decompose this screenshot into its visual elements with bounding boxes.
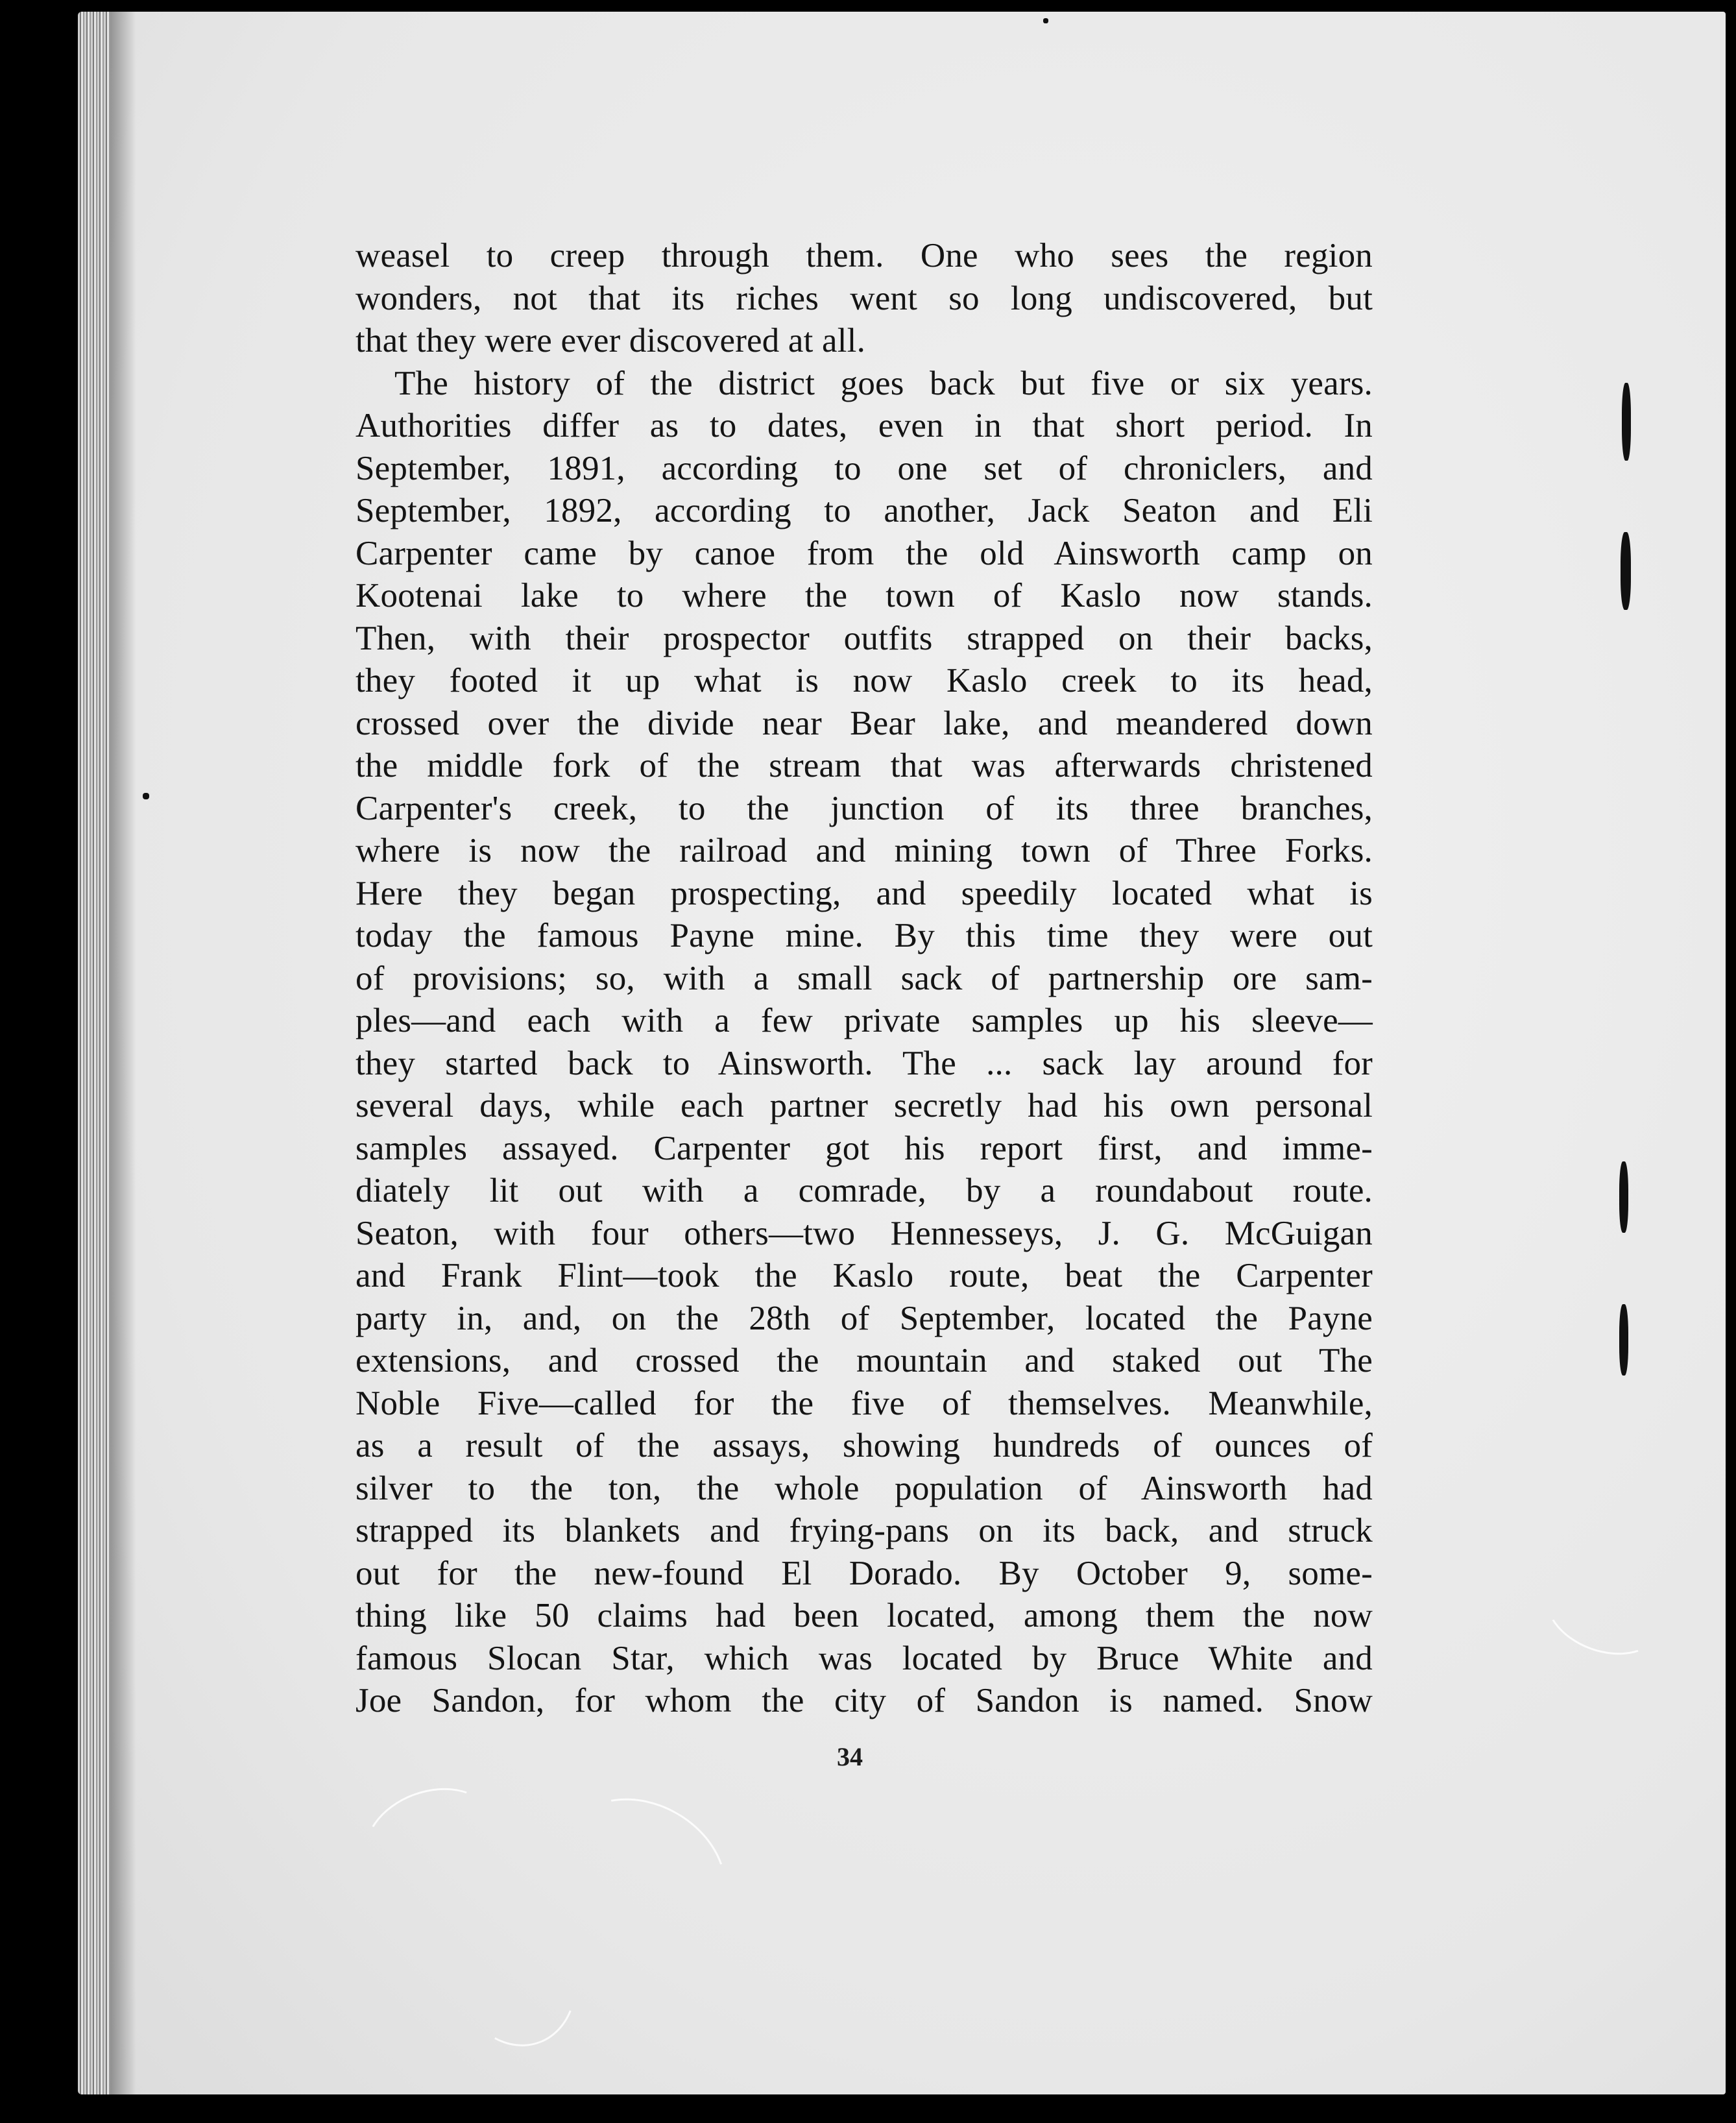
text-line: today the famous Payne mine. By this time they were out bbox=[356, 917, 1373, 954]
text-line: weasel to creep through them. One who sees the region bbox=[356, 237, 1373, 274]
text-line: ples—and each with a few private samples up his sleeve— bbox=[356, 1002, 1373, 1039]
gutter-shadow bbox=[110, 12, 136, 2094]
text-line: they started back to Ainsworth. The ... sack lay around for bbox=[356, 1044, 1373, 1082]
text-line: September, 1892, according to another, Jack Seaton and Eli bbox=[356, 492, 1373, 529]
scan-mark bbox=[1619, 1161, 1628, 1233]
scan-mark bbox=[1619, 1304, 1628, 1376]
text-line: Joe Sandon, for whom the city of Sandon is named. Snow bbox=[356, 1682, 1373, 1719]
text-line: out for the new-found El Dorado. By October 9, some- bbox=[356, 1554, 1373, 1592]
scan-mark bbox=[1621, 532, 1631, 610]
text-line: several days, while each partner secretly had his own personal bbox=[356, 1087, 1373, 1124]
text-line: Then, with their prospector outfits strapped on their backs, bbox=[356, 619, 1373, 657]
text-line: diately lit out with a comrade, by a roundabout route. bbox=[356, 1172, 1373, 1209]
text-line: and Frank Flint—took the Kaslo route, beat the Carpenter bbox=[356, 1257, 1373, 1294]
text-line: the middle fork of the stream that was afterwards christened bbox=[356, 747, 1373, 784]
page-number: 34 bbox=[837, 1742, 863, 1771]
text-line: where is now the railroad and mining town of Three Forks. bbox=[356, 832, 1373, 869]
text-line: of provisions; so, with a small sack of partnership ore sam- bbox=[356, 959, 1373, 997]
text-line: famous Slocan Star, which was located by Bruce White and bbox=[356, 1639, 1373, 1677]
text-line: silver to the ton, the whole population of Ainsworth had bbox=[356, 1469, 1373, 1507]
scan-mark bbox=[143, 793, 149, 799]
text-line: Noble Five—called for the five of themselves. Meanwhile, bbox=[356, 1384, 1373, 1422]
body-text bbox=[356, 235, 1373, 1723]
text-line: Here they began prospecting, and speedily located what is bbox=[356, 874, 1373, 912]
text-line: extensions, and crossed the mountain and staked out The bbox=[356, 1342, 1373, 1379]
text-line: September, 1891, according to one set of chroniclers, and bbox=[356, 449, 1373, 487]
text-line: thing like 50 claims had been located, among them the now bbox=[356, 1597, 1373, 1634]
text-line: Seaton, with four others—two Hennesseys, J. G. McGuigan bbox=[356, 1214, 1373, 1252]
text-line: crossed over the divide near Bear lake, and meandered down bbox=[356, 704, 1373, 742]
text-line: strapped its blankets and frying-pans on its back, and struck bbox=[356, 1512, 1373, 1549]
text-line: The history of the district goes back but five or six years. bbox=[394, 364, 1373, 402]
scan-mark bbox=[1622, 383, 1631, 461]
text-line: Kootenai lake to where the town of Kaslo now stands. bbox=[356, 577, 1373, 614]
text-line: Carpenter's creek, to the junction of its three branches, bbox=[356, 789, 1373, 827]
text-line: that they were ever discovered at all. bbox=[356, 322, 866, 359]
text-line: Authorities differ as to dates, even in that short period. In bbox=[356, 407, 1373, 444]
text-line: they footed it up what is now Kaslo creek to its head, bbox=[356, 662, 1373, 699]
text-line: Carpenter came by canoe from the old Ainsworth camp on bbox=[356, 534, 1373, 572]
text-line: wonders, not that its riches went so long undiscovered, but bbox=[356, 279, 1373, 317]
scan-mark bbox=[1043, 18, 1048, 23]
text-line: party in, and, on the 28th of September, located the Payne bbox=[356, 1299, 1373, 1337]
text-line: samples assayed. Carpenter got his report first, and imme- bbox=[356, 1129, 1373, 1167]
text-line: as a result of the assays, showing hundreds of ounces of bbox=[356, 1427, 1373, 1464]
